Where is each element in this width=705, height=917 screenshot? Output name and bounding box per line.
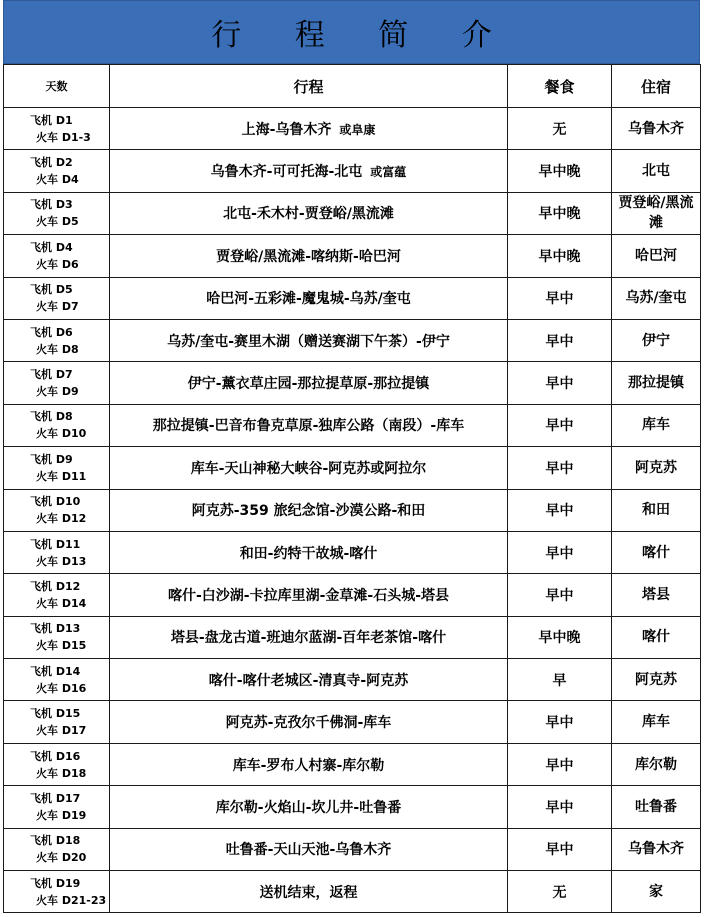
train-day: 火车 D9 (36, 385, 79, 399)
stay-cell: 塔县 (612, 574, 701, 616)
meals-cell: 早中 (508, 277, 612, 319)
day-cell (4, 871, 110, 913)
route-text: 贾登峪/黑流滩-喀纳斯-哈巴河 (216, 248, 401, 265)
flight-day: 飞机 D10 (30, 495, 81, 509)
stay-cell: 贾登峪/黑流滩 (612, 192, 701, 234)
route-cell (110, 616, 508, 658)
route-cell (110, 235, 508, 277)
train-day: 火车 D17 (36, 724, 87, 738)
day-cell (4, 786, 110, 828)
train-day: 火车 D8 (36, 342, 79, 356)
meals-cell: 无 (508, 108, 612, 150)
route-cell (110, 362, 508, 404)
itinerary-rows (4, 108, 701, 913)
route-text: 哈巴河-五彩滩-魔鬼城-乌苏/奎屯 (206, 291, 411, 308)
flight-day: 飞机 D18 (30, 834, 81, 848)
train-day: 火车 D13 (36, 554, 87, 568)
day-cell (4, 150, 110, 192)
table-row (4, 701, 701, 743)
table-row (4, 616, 701, 658)
table-row (4, 108, 701, 150)
route-text: 乌苏/奎屯-赛里木湖（赠送赛湖下午茶）-伊宁 (167, 333, 450, 350)
header-days: 天数 (4, 65, 110, 108)
route-cell (110, 489, 508, 531)
table-header-row (4, 65, 701, 108)
route-text: 送机结束，返程 (259, 884, 358, 901)
stay-cell: 喀什 (612, 531, 701, 573)
stay-cell: 库车 (612, 404, 701, 446)
table-row (4, 150, 701, 192)
route-text: 库车-罗布人村寨-库尔勒 (232, 757, 385, 774)
day-cell (4, 235, 110, 277)
route-text: 喀什-白沙湖-卡拉库里湖-金草滩-石头城-塔县 (167, 587, 450, 604)
train-day: 火车 D6 (36, 257, 79, 271)
meals-cell: 无 (508, 871, 612, 913)
route-cell (110, 150, 508, 192)
train-day: 火车 D18 (36, 766, 87, 780)
meals-cell: 早中晚 (508, 150, 612, 192)
route-text: 那拉提镇-巴音布鲁克草原-独库公路（南段）-库车 (152, 418, 465, 435)
header-meals: 餐食 (508, 65, 612, 108)
day-cell (4, 489, 110, 531)
day-cell (4, 404, 110, 446)
table-row (4, 277, 701, 319)
train-day: 火车 D12 (36, 512, 87, 526)
route-text: 北屯-禾木村-贾登峪/黑流滩 (223, 206, 394, 223)
route-cell (110, 277, 508, 319)
route-cell (110, 659, 508, 701)
meals-cell: 早中 (508, 574, 612, 616)
route-cell (110, 447, 508, 489)
train-day: 火车 D4 (36, 173, 79, 187)
route-cell (110, 531, 508, 573)
flight-day: 飞机 D16 (30, 749, 81, 763)
route-text: 阿克苏-359 旅纪念馆-沙漠公路-和田 (191, 503, 426, 520)
meals-cell: 早中 (508, 489, 612, 531)
itinerary-table (3, 64, 701, 913)
flight-day: 飞机 D11 (30, 537, 81, 551)
route-text: 库车-天山神秘大峡谷-阿克苏或阿拉尔 (190, 460, 427, 477)
flight-day: 飞机 D19 (30, 876, 81, 890)
stay-cell: 和田 (612, 489, 701, 531)
meals-cell: 早中晚 (508, 192, 612, 234)
flight-day: 飞机 D12 (30, 579, 81, 593)
route-cell (110, 108, 508, 150)
route-cell (110, 404, 508, 446)
route-cell (110, 701, 508, 743)
route-text: 伊宁-薰衣草庄园-那拉提草原-那拉提镇 (187, 376, 430, 393)
flight-day: 飞机 D2 (30, 156, 73, 170)
flight-day: 飞机 D1 (30, 113, 73, 127)
meals-cell: 早中 (508, 319, 612, 361)
flight-day: 飞机 D13 (30, 622, 81, 636)
stay-cell: 乌苏/奎屯 (612, 277, 701, 319)
header-route: 行程 (110, 65, 508, 108)
table-row (4, 235, 701, 277)
route-cell (110, 192, 508, 234)
stay-cell: 库车 (612, 701, 701, 743)
table-row (4, 489, 701, 531)
header-stay: 住宿 (612, 65, 701, 108)
stay-cell: 吐鲁番 (612, 786, 701, 828)
table-row (4, 192, 701, 234)
day-cell (4, 362, 110, 404)
meals-cell: 早中晚 (508, 616, 612, 658)
train-day: 火车 D1-3 (36, 130, 91, 144)
route-cell (110, 786, 508, 828)
meals-cell: 早中 (508, 701, 612, 743)
route-text: 阿克苏-克孜尔千佛洞-库车 (225, 715, 392, 732)
table-row (4, 659, 701, 701)
meals-cell: 早中 (508, 531, 612, 573)
stay-cell: 阿克苏 (612, 447, 701, 489)
day-cell (4, 531, 110, 573)
meals-cell: 早中 (508, 743, 612, 785)
day-cell (4, 192, 110, 234)
day-cell (4, 701, 110, 743)
meals-cell: 早中 (508, 362, 612, 404)
flight-day: 飞机 D6 (30, 325, 73, 339)
day-cell (4, 743, 110, 785)
train-day: 火车 D5 (36, 215, 79, 229)
table-row (4, 531, 701, 573)
route-cell (110, 319, 508, 361)
route-text: 上海-乌鲁木齐 (241, 121, 332, 138)
flight-day: 飞机 D7 (30, 368, 73, 382)
day-cell (4, 659, 110, 701)
meals-cell: 早中 (508, 786, 612, 828)
day-cell (4, 108, 110, 150)
table-row (4, 743, 701, 785)
flight-day: 飞机 D17 (30, 791, 81, 805)
flight-day: 飞机 D5 (30, 283, 73, 297)
stay-cell: 阿克苏 (612, 659, 701, 701)
table-row (4, 319, 701, 361)
stay-cell: 哈巴河 (612, 235, 701, 277)
train-day: 火车 D16 (36, 681, 87, 695)
route-cell (110, 743, 508, 785)
flight-day: 飞机 D4 (30, 240, 73, 254)
stay-cell: 家 (612, 871, 701, 913)
route-text: 吐鲁番-天山天池-乌鲁木齐 (225, 842, 392, 859)
route-note: 或富蕴 (370, 165, 407, 180)
flight-day: 飞机 D15 (30, 707, 81, 721)
stay-cell: 伊宁 (612, 319, 701, 361)
train-day: 火车 D10 (36, 427, 87, 441)
day-cell (4, 616, 110, 658)
table-row (4, 871, 701, 913)
day-cell (4, 277, 110, 319)
day-cell (4, 574, 110, 616)
meals-cell: 早中 (508, 404, 612, 446)
flight-day: 飞机 D9 (30, 452, 73, 466)
itinerary-document (3, 0, 700, 913)
train-day: 火车 D7 (36, 300, 79, 314)
flight-day: 飞机 D14 (30, 664, 81, 678)
table-row (4, 574, 701, 616)
stay-cell: 库尔勒 (612, 743, 701, 785)
stay-cell: 北屯 (612, 150, 701, 192)
route-text: 库尔勒-火焰山-坎儿井-吐鲁番 (215, 799, 402, 816)
route-text: 乌鲁木齐-可可托海-北屯 (210, 164, 363, 181)
route-text: 塔县-盘龙古道-班迪尔蓝湖-百年老茶馆-喀什 (170, 630, 447, 647)
route-cell (110, 871, 508, 913)
table-row (4, 447, 701, 489)
route-text: 和田-约特干故城-喀什 (239, 545, 378, 562)
table-row (4, 828, 701, 870)
flight-day: 飞机 D3 (30, 198, 73, 212)
route-cell (110, 574, 508, 616)
day-cell (4, 319, 110, 361)
day-cell (4, 828, 110, 870)
table-row (4, 362, 701, 404)
stay-cell: 那拉提镇 (612, 362, 701, 404)
meals-cell: 早中 (508, 828, 612, 870)
train-day: 火车 D15 (36, 639, 87, 653)
train-day: 火车 D21-23 (36, 893, 107, 907)
meals-cell: 早中晚 (508, 235, 612, 277)
day-cell (4, 447, 110, 489)
train-day: 火车 D20 (36, 851, 87, 865)
train-day: 火车 D11 (36, 469, 87, 483)
route-cell (110, 828, 508, 870)
table-row (4, 786, 701, 828)
stay-cell: 乌鲁木齐 (612, 108, 701, 150)
meals-cell: 早中 (508, 447, 612, 489)
table-row (4, 404, 701, 446)
train-day: 火车 D19 (36, 808, 87, 822)
route-note: 或阜康 (339, 122, 376, 137)
route-text: 喀什-喀什老城区-清真寺-阿克苏 (208, 672, 409, 689)
page-title: 行 程 简 介 (3, 0, 700, 64)
meals-cell: 早 (508, 659, 612, 701)
stay-cell: 喀什 (612, 616, 701, 658)
train-day: 火车 D14 (36, 596, 87, 610)
flight-day: 飞机 D8 (30, 410, 73, 424)
stay-cell: 乌鲁木齐 (612, 828, 701, 870)
